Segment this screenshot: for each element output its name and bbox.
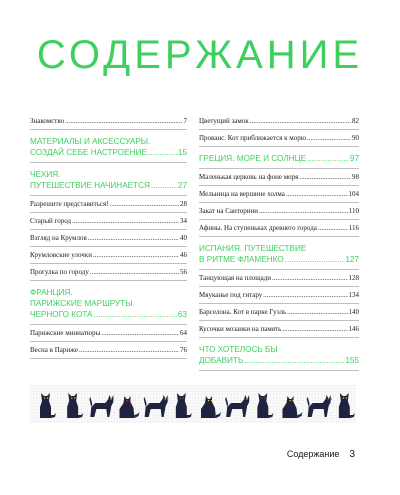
toc-entry-title: Старый город — [30, 217, 72, 225]
cross-stitch-cat-icon — [120, 396, 140, 418]
leader-dots — [318, 223, 348, 233]
leader-dots — [79, 345, 179, 355]
toc-section-page: 15 — [177, 148, 187, 157]
page-footer — [287, 449, 355, 460]
leader-dots — [307, 133, 351, 143]
toc-entry-title: Разрешите представиться! — [30, 200, 109, 208]
leader-dots — [90, 267, 179, 277]
toc-section-title: ЧЕХИЯ. — [30, 170, 61, 179]
page-number: 3 — [349, 449, 355, 460]
toc-entry-page: 104 — [348, 190, 359, 198]
toc-entry — [30, 264, 187, 281]
leader-dots — [307, 153, 349, 164]
toc-section-heading — [30, 281, 187, 325]
toc-section-title: ДОБАВИТЬ — [199, 356, 244, 365]
toc-entry — [199, 203, 359, 220]
toc-entry-title: Танцующая на площади — [199, 274, 272, 282]
toc-entry-title: Цветущий замок — [199, 117, 249, 125]
cross-stitch-cats-border — [30, 385, 356, 423]
cross-stitch-cat-icon — [40, 393, 56, 418]
leader-dots — [65, 116, 182, 126]
leader-dots — [263, 290, 347, 300]
toc-section-title: ПАРИЖСКИЕ МАРШРУТЫ — [30, 299, 133, 308]
toc-entry — [199, 287, 359, 304]
toc-section-page: 127 — [345, 255, 359, 264]
toc-entry — [30, 325, 187, 342]
toc-entry-title: Барселона. Кот в парке Гуэль — [199, 308, 287, 316]
leader-dots — [101, 328, 179, 338]
toc-section-title: В РИТМЕ ФЛАМЕНКО — [199, 255, 284, 264]
leader-dots — [299, 172, 351, 182]
toc-entry — [199, 130, 359, 147]
toc-entry-title: Крумловские улочки — [30, 251, 92, 259]
toc-section-heading — [199, 338, 359, 371]
toc-entry — [199, 220, 359, 237]
leader-dots — [94, 309, 177, 320]
toc-entry — [30, 247, 187, 264]
page-title: СОДЕРЖАНИЕ — [36, 33, 364, 77]
toc-entry-title: Кусочки мозаики на память — [199, 325, 282, 333]
cross-stitch-cat-icon — [176, 393, 192, 418]
leader-dots — [285, 254, 345, 265]
cross-stitch-cat-icon — [283, 396, 303, 418]
leader-dots — [88, 233, 179, 243]
toc-entry-page: 40 — [180, 234, 187, 242]
toc-entry-title: Мельница на вершине холма — [199, 190, 285, 198]
toc-entry-page: 82 — [352, 117, 359, 125]
footer-label: Содержание — [286, 449, 340, 459]
cross-stitch-cat-icon — [67, 393, 83, 418]
toc-entry-page: 146 — [348, 325, 359, 333]
toc-entry-page: 134 — [348, 291, 359, 299]
toc-entry-title: Парижские миниатюры — [30, 329, 101, 337]
toc-right-column — [199, 113, 359, 371]
leader-dots — [110, 199, 179, 209]
toc-entry — [30, 342, 187, 359]
toc-entry — [199, 186, 359, 203]
toc-entry — [199, 304, 359, 321]
toc-section-heading — [30, 130, 187, 163]
cross-stitch-cat-icon — [339, 393, 355, 418]
toc-entry-page: 64 — [180, 329, 187, 337]
toc-section-title: ЧТО ХОТЕЛОСЬ БЫ — [199, 345, 278, 354]
toc-entry — [30, 113, 187, 130]
toc-entry — [199, 169, 359, 186]
toc-entry — [30, 230, 187, 247]
toc-entry — [199, 321, 359, 338]
toc-section-title: ПУТЕШЕСТВИЕ НАЧИНАЕТСЯ — [30, 181, 150, 190]
toc-entry-title: Взгляд на Крумлов — [30, 234, 87, 242]
toc-entry-page: 7 — [183, 117, 187, 125]
toc-entry-title: Прованс. Кот приближается к морю — [199, 134, 306, 142]
toc-section-title: ИСПАНИЯ. ПУТЕШЕСТВИЕ — [199, 244, 307, 253]
toc-entry-title: Афины. На ступеньках древнего города — [199, 224, 317, 232]
toc-entry — [30, 213, 187, 230]
toc-section-title: ФРАНЦИЯ. — [30, 288, 73, 297]
toc-section-title: СОЗДАЙ СЕБЕ НАСТРОЕНИЕ — [30, 148, 147, 157]
toc-left-column — [30, 113, 187, 359]
leader-dots — [93, 250, 179, 260]
cross-stitch-cat-icon — [144, 395, 169, 417]
leader-dots — [244, 355, 344, 366]
toc-entry-page: 56 — [180, 268, 187, 276]
cross-stitch-cat-icon — [257, 393, 273, 418]
toc-entry-page: 140 — [348, 308, 359, 316]
toc-section-heading — [30, 163, 187, 196]
leader-dots — [286, 189, 348, 199]
toc-entry-page: 98 — [352, 173, 359, 181]
toc-entry-page: 76 — [180, 346, 187, 354]
leader-dots — [272, 273, 347, 283]
toc-entry-page: 116 — [348, 224, 359, 232]
toc-section-heading — [199, 147, 359, 169]
toc-section-page: 63 — [177, 310, 187, 319]
toc-entry-page: 128 — [348, 274, 359, 282]
toc-section-page: 155 — [345, 356, 359, 365]
toc-section-title: МАТЕРИАЛЫ И АКСЕССУАРЫ. — [30, 137, 151, 146]
toc-entry-title: Весна в Париже — [30, 346, 78, 354]
toc-section-page: 97 — [349, 154, 359, 163]
toc-entry-title: Закат на Санторини — [199, 207, 258, 215]
toc-section-title: ЧЕРНОГО КОТА — [30, 310, 93, 319]
toc-entry-page: 28 — [180, 200, 187, 208]
toc-section-title: ГРЕЦИЯ. МОРЕ И СОЛНЦЕ — [199, 154, 307, 163]
toc-section-page: 27 — [177, 181, 187, 190]
toc-entry — [199, 270, 359, 287]
cross-stitch-cat-icon — [307, 395, 332, 417]
toc-entry-title: Прогулка по городу — [30, 268, 89, 276]
toc-entry-page: 90 — [352, 134, 359, 142]
toc-entry-page: 110 — [348, 207, 359, 215]
toc-entry — [199, 113, 359, 130]
leader-dots — [287, 307, 347, 317]
leader-dots — [148, 147, 177, 158]
toc-entry-title: Мяуканье под гитару — [199, 291, 263, 299]
cross-stitch-cat-icon — [89, 395, 114, 417]
cross-stitch-cat-icon — [225, 395, 250, 417]
toc-section-heading — [199, 237, 359, 270]
leader-dots — [259, 206, 348, 216]
leader-dots — [72, 216, 179, 226]
toc-entry — [30, 196, 187, 213]
leader-dots — [282, 324, 347, 334]
toc-entry-page: 46 — [180, 251, 187, 259]
leader-dots — [250, 116, 351, 126]
toc-entry-title: Маленькая церковь на фоне моря — [199, 173, 299, 181]
cross-stitch-cat-icon — [201, 396, 221, 418]
toc-entry-title: Знакомство — [30, 117, 65, 125]
leader-dots — [151, 180, 177, 191]
toc-entry-page: 34 — [180, 217, 187, 225]
